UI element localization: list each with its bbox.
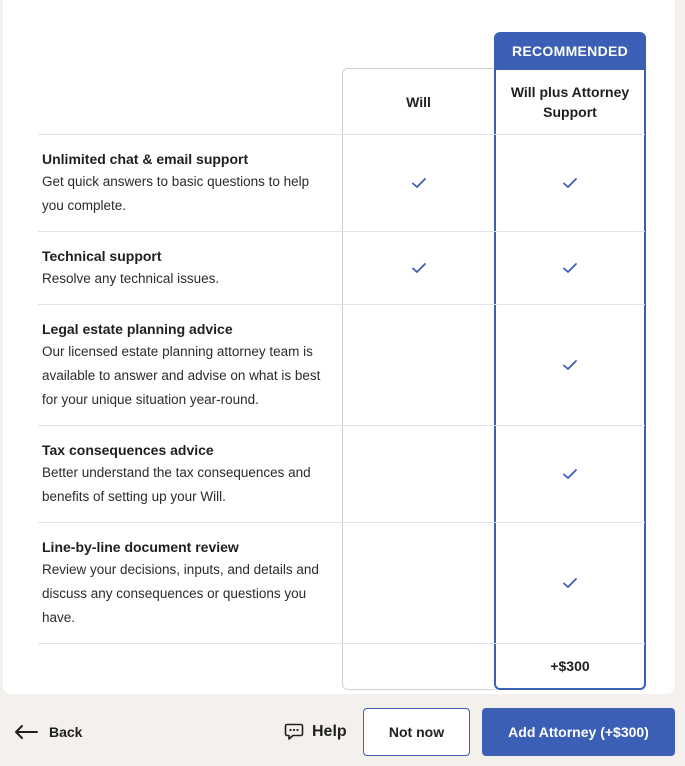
- checkmark-icon: [562, 575, 578, 591]
- help-button[interactable]: [284, 719, 347, 745]
- feature-row: [42, 440, 334, 509]
- feature-description: Our licensed estate planning attorney team is available to answer and advise on what is best for your unique situation year-round.: [42, 344, 321, 407]
- feature-title: Line-by-line document review: [42, 539, 239, 555]
- column-header-attorney: Will plus Attorney Support: [510, 84, 630, 120]
- row-divider: [38, 231, 645, 232]
- help-label: Help: [312, 723, 347, 740]
- recommended-badge: RECOMMENDED: [494, 32, 646, 70]
- row-divider: [38, 304, 645, 305]
- feature-row: [42, 537, 334, 630]
- row-divider: [38, 134, 645, 135]
- feature-title: Tax consequences advice: [42, 442, 214, 458]
- feature-description: Resolve any technical issues.: [42, 271, 220, 286]
- checkmark-icon: [411, 260, 427, 276]
- back-button[interactable]: [13, 719, 82, 745]
- footer-bar: [0, 697, 685, 766]
- feature-title: Technical support: [42, 248, 162, 264]
- feature-description: Better understand the tax consequences and benefits of setting up your Will.: [42, 465, 311, 504]
- chat-bubble-icon: [284, 723, 304, 741]
- row-divider: [38, 425, 645, 426]
- back-label: Back: [49, 724, 83, 740]
- comparison-card: [3, 0, 675, 694]
- attorney-column: [494, 68, 646, 690]
- row-divider: [38, 522, 645, 523]
- not-now-button[interactable]: Not now: [363, 708, 470, 756]
- add-attorney-button[interactable]: Add Attorney (+$300): [482, 708, 675, 756]
- feature-description: Get quick answers to basic questions to help you complete.: [42, 174, 310, 213]
- feature-description: Review your decisions, inputs, and details and discuss any consequences or questions you have.: [42, 562, 319, 625]
- feature-row: [42, 149, 334, 218]
- checkmark-icon: [562, 260, 578, 276]
- arrow-left-icon: [13, 724, 39, 740]
- checkmark-icon: [562, 466, 578, 482]
- checkmark-icon: [562, 357, 578, 373]
- checkmark-icon: [562, 175, 578, 191]
- attorney-price: +$300: [550, 658, 590, 674]
- checkmark-icon: [411, 175, 427, 191]
- feature-row: [42, 246, 334, 291]
- will-column: [342, 68, 495, 690]
- feature-row: [42, 319, 334, 412]
- feature-title: Unlimited chat & email support: [42, 151, 249, 167]
- column-header-will: Will: [406, 94, 431, 110]
- feature-title: Legal estate planning advice: [42, 321, 233, 337]
